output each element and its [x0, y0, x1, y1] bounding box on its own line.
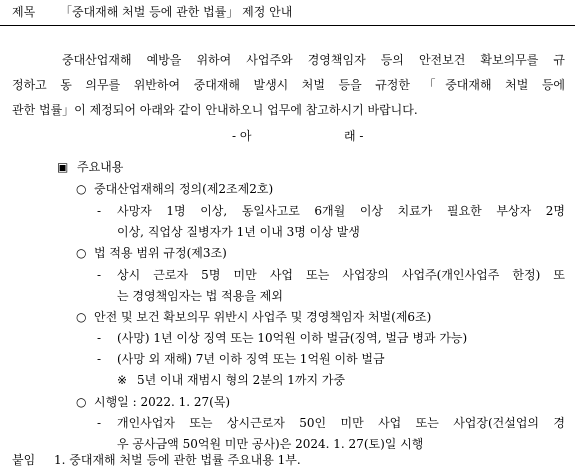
sub-item-line: 개인사업자 또는 상시근로자 50인 미만 사업 또는 사업장(건설업의 경 — [117, 416, 565, 430]
attachment-label: 붙임 — [12, 453, 36, 467]
item-heading: 시행일 : 2022. 1. 27(목) — [94, 395, 231, 409]
sub-item-line: (사망 외 재해) 7년 이하 징역 또는 1억원 이하 벌금 — [117, 352, 385, 366]
sub-item-line: 사망자 1명 이상, 동일사고로 6개월 이상 치료가 필요한 부상자 2명 — [117, 204, 565, 218]
circle-bullet-icon: ○ — [76, 395, 87, 409]
section-title: 주요내용 — [77, 160, 124, 174]
sub-item-line: 는 경영책임자는 법 적용을 제외 — [117, 289, 283, 303]
circle-bullet-icon: ○ — [76, 310, 87, 324]
item-heading: 중대산업재해의 정의(제2조제2호) — [94, 182, 274, 196]
note-marker: ※ — [117, 373, 128, 387]
separator-left: - 아 — [232, 129, 252, 143]
attachment-text: 1. 중대재해 처벌 등에 관한 법률 주요내용 1부. — [54, 453, 301, 467]
separator-right: 래 - — [344, 129, 364, 143]
note-line: 5년 이내 재범시 형의 2분의 1까지 가중 — [137, 373, 346, 387]
circle-bullet-icon: ○ — [76, 246, 87, 260]
sub-item-line: (사망) 1년 이상 징역 또는 10억원 이하 벌금(징역, 벌금 병과 가능) — [117, 331, 468, 345]
dash-marker: - — [97, 268, 102, 282]
circle-bullet-icon: ○ — [76, 182, 87, 196]
dash-marker: - — [97, 331, 102, 345]
title-divider — [0, 25, 575, 26]
dash-marker: - — [97, 204, 102, 218]
subject-label: 제목 — [12, 5, 36, 19]
sub-item-line: 우 공사금액 50억원 미만 공사)은 2024. 1. 27(토)일 시행 — [117, 437, 424, 451]
sub-item-line: 이상, 직업상 질병자가 1년 이내 3명 이상 발생 — [117, 225, 360, 239]
intro-line-3: 관한 법률」이 제정되어 아래와 같이 안내하오니 업무에 참고하시기 바랍니다. — [12, 103, 418, 117]
square-bullet-icon: ▣ — [57, 160, 69, 174]
item-heading: 법 적용 범위 규정(제3조) — [94, 246, 227, 260]
document-title: 「중대재해 처벌 등에 관한 법률」 제정 안내 — [60, 5, 293, 19]
dash-marker: - — [97, 416, 102, 430]
intro-line-1: 중대산업재해 예방을 위하여 사업주와 경영책임자 등의 안전보건 확보의무를 규 — [62, 53, 565, 67]
intro-line-2: 정하고 동 의무를 위반하여 중대재해 발생시 처벌 등을 규정한 「중대재해 처벌 등에 — [12, 78, 565, 92]
dash-marker: - — [97, 352, 102, 366]
item-heading: 안전 및 보건 확보의무 위반시 사업주 및 경영책임자 처벌(제6조) — [94, 310, 432, 324]
sub-item-line: 상시 근로자 5명 미만 사업 또는 사업장의 사업주(개인사업주 한정) 또 — [117, 268, 565, 282]
